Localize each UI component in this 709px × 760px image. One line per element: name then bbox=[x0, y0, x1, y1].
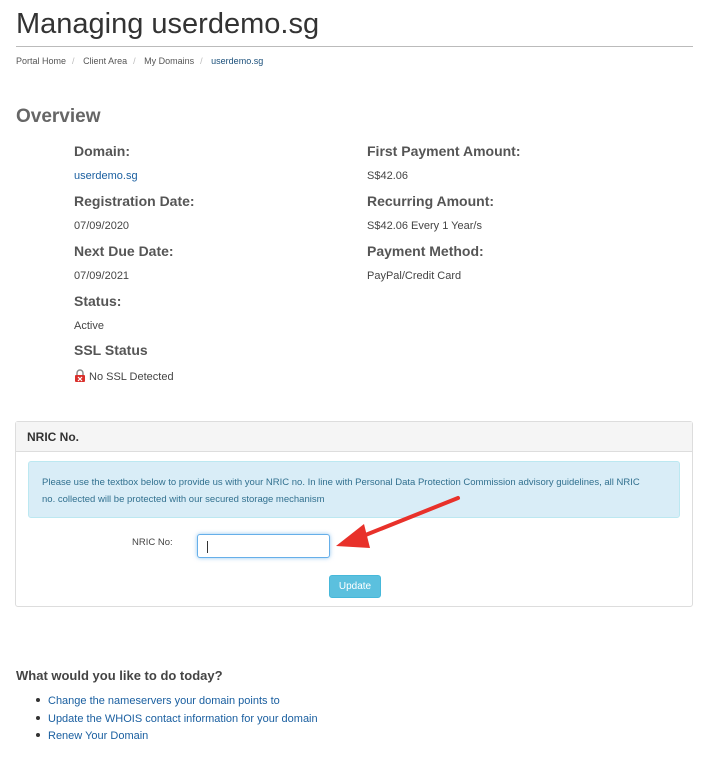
first-payment-value: S$42.06 bbox=[367, 170, 408, 182]
nric-input[interactable] bbox=[197, 534, 330, 558]
update-button[interactable]: Update bbox=[329, 575, 381, 598]
overview-heading: Overview bbox=[16, 106, 101, 127]
breadcrumb-client-area[interactable]: Client Area bbox=[83, 56, 128, 66]
recurring-amount-label: Recurring Amount: bbox=[367, 193, 495, 209]
recurring-amount-value: S$42.06 Every 1 Year/s bbox=[367, 220, 482, 232]
bullet-icon bbox=[36, 698, 40, 702]
bullet-icon bbox=[36, 733, 40, 737]
registration-date-value: 07/09/2020 bbox=[74, 220, 130, 232]
padlock-icon bbox=[74, 369, 86, 381]
registration-date-label: Registration Date: bbox=[74, 193, 195, 209]
next-due-date-value: 07/09/2021 bbox=[74, 270, 130, 282]
breadcrumb-my-domains[interactable]: My Domains bbox=[144, 56, 195, 66]
actions-heading: What would you like to do today? bbox=[16, 668, 223, 683]
domain-value[interactable]: userdemo.sg bbox=[74, 170, 138, 182]
action-label: Update the WHOIS contact information for your domain bbox=[48, 712, 318, 725]
payment-method-value: PayPal/Credit Card bbox=[367, 270, 462, 282]
breadcrumb-separator: / bbox=[72, 56, 75, 66]
actions-list bbox=[36, 693, 318, 746]
next-due-date-label: Next Due Date: bbox=[74, 243, 174, 259]
nric-info-line-1: Please use the textbox below to provide us with your NRIC no. In line with Personal Data Protection Commission advisory guidelines, all NRIC bbox=[42, 477, 640, 488]
nric-panel-title: NRIC No. bbox=[16, 422, 692, 452]
breadcrumb-separator: / bbox=[200, 56, 203, 66]
breadcrumb-separator: / bbox=[133, 56, 136, 66]
action-renew-domain[interactable] bbox=[36, 728, 318, 746]
text-caret bbox=[207, 541, 208, 553]
status-value: Active bbox=[74, 320, 104, 332]
action-label: Change the nameservers your domain points to bbox=[48, 695, 280, 707]
red-arrow-icon bbox=[330, 490, 470, 560]
ssl-status-label: SSL Status bbox=[74, 342, 148, 358]
payment-method-label: Payment Method: bbox=[367, 243, 484, 259]
action-update-whois[interactable] bbox=[36, 711, 318, 729]
page-title: Managing userdemo.sg bbox=[16, 8, 320, 40]
breadcrumb bbox=[16, 56, 263, 66]
status-label: Status: bbox=[74, 293, 122, 309]
domain-label: Domain: bbox=[74, 143, 130, 159]
breadcrumb-portal-home[interactable]: Portal Home bbox=[16, 56, 67, 66]
bullet-icon bbox=[36, 716, 40, 720]
action-label: Renew Your Domain bbox=[48, 730, 149, 742]
action-change-nameservers[interactable] bbox=[36, 693, 318, 711]
breadcrumb-current: userdemo.sg bbox=[211, 56, 264, 66]
title-divider bbox=[16, 46, 693, 47]
nric-info-line-2: no. collected will be protected with our secured storage mechanism bbox=[42, 494, 325, 505]
nric-field-label: NRIC No: bbox=[132, 537, 173, 548]
ssl-status-text: No SSL Detected bbox=[89, 371, 174, 383]
first-payment-label: First Payment Amount: bbox=[367, 143, 521, 159]
ssl-status-value bbox=[74, 369, 174, 383]
